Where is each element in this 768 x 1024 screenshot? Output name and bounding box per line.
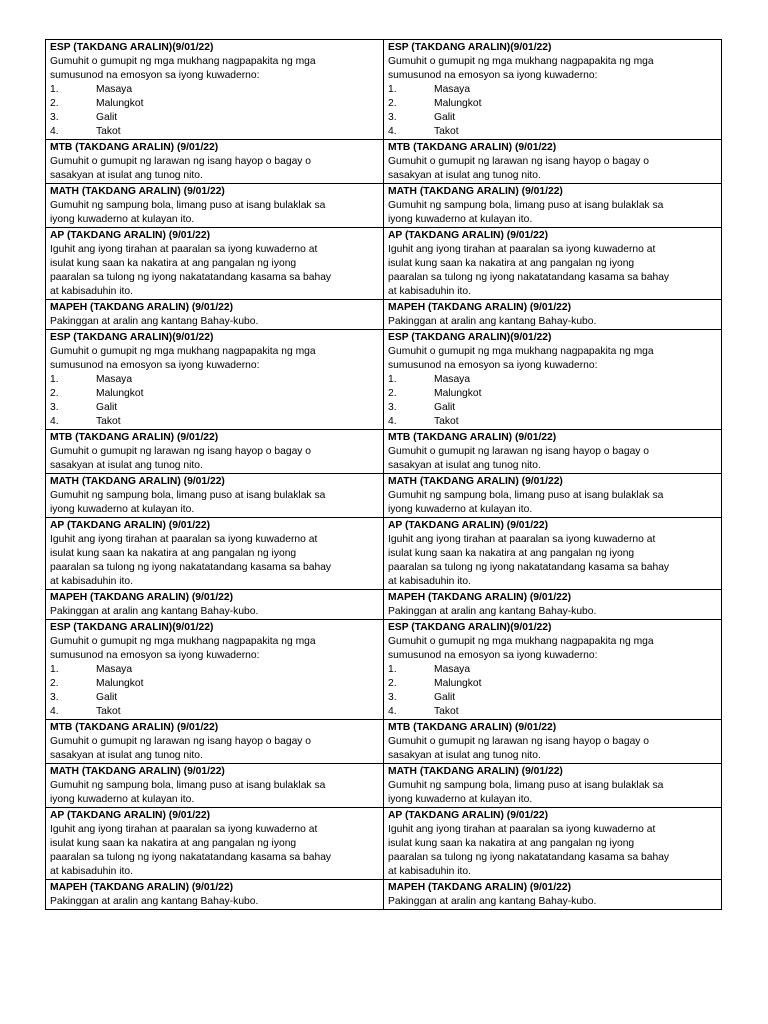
slip-title: ESP (TAKDANG ARALIN)(9/01/22) [50, 622, 214, 633]
list-item-number: 2. [388, 678, 397, 689]
slip-title: AP (TAKDANG ARALIN) (9/01/22) [388, 520, 548, 531]
slip-instruction-line: Gumuhit o gumupit ng larawan ng isang hayop o bagay o [388, 156, 650, 167]
homework-slip-esp [46, 40, 384, 140]
list-item-number: 4. [388, 706, 397, 717]
slip-instruction-line: sumusunod na emosyon sa iyong kuwaderno: [50, 70, 260, 81]
homework-sheet-table [45, 39, 722, 910]
list-item-text: Malungkot [96, 98, 144, 109]
slip-instruction-line: isulat kung saan ka nakatira at ang pangalan ng iyong [388, 258, 635, 269]
slip-instruction-line: Iguhit ang iyong tirahan at paaralan sa iyong kuwaderno at [50, 534, 318, 545]
slip-instruction-line: iyong kuwaderno at kulayan ito. [388, 504, 533, 515]
homework-slip-ap [46, 808, 384, 880]
list-item-text: Galit [434, 402, 456, 413]
homework-row-ap [46, 518, 722, 590]
slip-title: ESP (TAKDANG ARALIN)(9/01/22) [50, 332, 214, 343]
slip-instruction-line: Gumuhit ng sampung bola, limang puso at isang bulaklak sa [50, 490, 326, 501]
slip-instruction-line: paaralan sa tulong ng iyong nakatatandang kasama sa bahay [388, 852, 670, 863]
emotion-list-item [50, 387, 378, 401]
homework-row-math [46, 474, 722, 518]
emotion-list-item [388, 677, 716, 691]
slip-instruction-line: sumusunod na emosyon sa iyong kuwaderno: [388, 70, 598, 81]
homework-slip-math [46, 184, 384, 228]
list-item-text: Galit [434, 112, 456, 123]
emotion-list-item [388, 373, 716, 387]
slip-instruction-line: Gumuhit o gumupit ng larawan ng isang hayop o bagay o [50, 156, 312, 167]
slip-title: MTB (TAKDANG ARALIN) (9/01/22) [50, 142, 219, 153]
list-item-number: 2. [388, 98, 397, 109]
homework-slip-math [384, 764, 722, 808]
list-item-text: Masaya [96, 374, 133, 385]
slip-title: MATH (TAKDANG ARALIN) (9/01/22) [388, 766, 563, 777]
homework-row-ap [46, 808, 722, 880]
list-item-text: Galit [96, 402, 118, 413]
list-item-text: Galit [434, 692, 456, 703]
emotion-list-item [50, 691, 378, 705]
slip-instruction-line: Pakinggan at aralin ang kantang Bahay-kubo. [50, 316, 259, 327]
slip-instruction-line: Iguhit ang iyong tirahan at paaralan sa iyong kuwaderno at [50, 824, 318, 835]
list-item-number: 1. [50, 374, 59, 385]
list-item-text: Galit [96, 112, 118, 123]
emotion-list-item [50, 677, 378, 691]
homework-row-mapeh [46, 300, 722, 330]
slip-title: MATH (TAKDANG ARALIN) (9/01/22) [50, 476, 225, 487]
homework-row-esp [46, 620, 722, 720]
emotion-list-item [50, 125, 378, 139]
slip-instruction-line: iyong kuwaderno at kulayan ito. [50, 794, 195, 805]
homework-row-math [46, 764, 722, 808]
homework-slip-esp [46, 620, 384, 720]
slip-instruction-line: paaralan sa tulong ng iyong nakatatandang kasama sa bahay [50, 272, 332, 283]
slip-instruction-line: sasakyan at isulat ang tunog nito. [388, 750, 541, 761]
list-item-text: Takot [434, 126, 459, 137]
list-item-number: 1. [388, 84, 397, 95]
homework-slip-mapeh [46, 300, 384, 330]
homework-row-math [46, 184, 722, 228]
list-item-number: 4. [50, 416, 59, 427]
homework-row-mtb [46, 720, 722, 764]
homework-slip-math [46, 474, 384, 518]
slip-instruction-line: Pakinggan at aralin ang kantang Bahay-kubo. [388, 606, 597, 617]
homework-slip-esp [384, 330, 722, 430]
emotion-list-item [388, 125, 716, 139]
emotion-list-item [50, 663, 378, 677]
homework-slip-math [46, 764, 384, 808]
emotion-list-item [388, 111, 716, 125]
slip-instruction-line: paaralan sa tulong ng iyong nakatatandang kasama sa bahay [50, 562, 332, 573]
slip-title: ESP (TAKDANG ARALIN)(9/01/22) [388, 332, 552, 343]
slip-instruction-line: iyong kuwaderno at kulayan ito. [388, 794, 533, 805]
slip-instruction-line: paaralan sa tulong ng iyong nakatatandang kasama sa bahay [388, 562, 670, 573]
homework-row-esp [46, 40, 722, 140]
slip-instruction-line: Gumuhit ng sampung bola, limang puso at isang bulaklak sa [388, 200, 664, 211]
list-item-number: 2. [50, 678, 59, 689]
homework-slip-mapeh [46, 880, 384, 910]
slip-instruction-line: Iguhit ang iyong tirahan at paaralan sa iyong kuwaderno at [388, 824, 656, 835]
list-item-text: Masaya [96, 664, 133, 675]
list-item-number: 2. [388, 388, 397, 399]
homework-slip-mtb [46, 140, 384, 184]
homework-slip-math [384, 474, 722, 518]
homework-slip-math [384, 184, 722, 228]
homework-slip-esp [384, 620, 722, 720]
slip-instruction-line: Iguhit ang iyong tirahan at paaralan sa iyong kuwaderno at [388, 244, 656, 255]
slip-title: ESP (TAKDANG ARALIN)(9/01/22) [388, 622, 552, 633]
homework-row-mapeh [46, 590, 722, 620]
slip-title: MAPEH (TAKDANG ARALIN) (9/01/22) [50, 882, 234, 893]
slip-instruction-line: Gumuhit o gumupit ng larawan ng isang hayop o bagay o [388, 736, 650, 747]
list-item-text: Takot [96, 706, 121, 717]
slip-instruction-line: at kabisaduhin ito. [50, 286, 134, 297]
slip-instruction-line: Gumuhit o gumupit ng mga mukhang nagpapakita ng mga [388, 346, 654, 357]
emotion-list-item [388, 663, 716, 677]
slip-title: MTB (TAKDANG ARALIN) (9/01/22) [50, 432, 219, 443]
slip-instruction-line: sumusunod na emosyon sa iyong kuwaderno: [50, 650, 260, 661]
slip-instruction-line: at kabisaduhin ito. [388, 576, 472, 587]
list-item-text: Malungkot [96, 388, 144, 399]
list-item-text: Masaya [434, 664, 471, 675]
emotion-list-item [50, 373, 378, 387]
slip-instruction-line: sasakyan at isulat ang tunog nito. [50, 170, 203, 181]
slip-instruction-line: Gumuhit o gumupit ng mga mukhang nagpapakita ng mga [388, 636, 654, 647]
slip-instruction-line: Gumuhit o gumupit ng larawan ng isang hayop o bagay o [388, 446, 650, 457]
emotion-list-item [50, 83, 378, 97]
homework-row-mtb [46, 430, 722, 474]
emotion-list-item [388, 401, 716, 415]
emotion-list-item [388, 97, 716, 111]
list-item-text: Masaya [434, 84, 471, 95]
slip-instruction-line: isulat kung saan ka nakatira at ang pangalan ng iyong [50, 548, 297, 559]
homework-slip-mapeh [384, 300, 722, 330]
slip-title: MATH (TAKDANG ARALIN) (9/01/22) [50, 186, 225, 197]
list-item-text: Malungkot [434, 678, 482, 689]
slip-title: AP (TAKDANG ARALIN) (9/01/22) [50, 520, 210, 531]
slip-instruction-line: isulat kung saan ka nakatira at ang pangalan ng iyong [388, 838, 635, 849]
slip-instruction-line: sasakyan at isulat ang tunog nito. [50, 460, 203, 471]
slip-instruction-line: Pakinggan at aralin ang kantang Bahay-kubo. [50, 896, 259, 907]
slip-instruction-line: iyong kuwaderno at kulayan ito. [50, 214, 195, 225]
slip-instruction-line: Pakinggan at aralin ang kantang Bahay-kubo. [388, 316, 597, 327]
homework-sheet-body [46, 40, 722, 910]
list-item-number: 3. [388, 402, 397, 413]
homework-row-mapeh [46, 880, 722, 910]
emotion-list-item [388, 83, 716, 97]
emotion-list-item [388, 387, 716, 401]
emotion-list-item [50, 97, 378, 111]
slip-title: MATH (TAKDANG ARALIN) (9/01/22) [388, 186, 563, 197]
list-item-number: 1. [388, 374, 397, 385]
homework-slip-mapeh [384, 590, 722, 620]
list-item-text: Takot [434, 706, 459, 717]
list-item-number: 3. [50, 402, 59, 413]
slip-instruction-line: isulat kung saan ka nakatira at ang pangalan ng iyong [50, 838, 297, 849]
list-item-number: 4. [50, 126, 59, 137]
homework-slip-mapeh [384, 880, 722, 910]
slip-instruction-line: Gumuhit ng sampung bola, limang puso at isang bulaklak sa [388, 490, 664, 501]
homework-slip-mtb [384, 720, 722, 764]
list-item-text: Malungkot [434, 388, 482, 399]
slip-title: AP (TAKDANG ARALIN) (9/01/22) [50, 230, 210, 241]
emotion-list-item [50, 705, 378, 719]
homework-slip-ap [384, 518, 722, 590]
list-item-number: 2. [50, 388, 59, 399]
slip-instruction-line: Gumuhit ng sampung bola, limang puso at isang bulaklak sa [388, 780, 664, 791]
emotion-list-item [388, 705, 716, 719]
slip-title: ESP (TAKDANG ARALIN)(9/01/22) [50, 42, 214, 53]
slip-instruction-line: Gumuhit o gumupit ng larawan ng isang hayop o bagay o [50, 446, 312, 457]
list-item-number: 3. [388, 692, 397, 703]
list-item-number: 3. [50, 692, 59, 703]
slip-instruction-line: at kabisaduhin ito. [388, 866, 472, 877]
slip-title: MTB (TAKDANG ARALIN) (9/01/22) [50, 722, 219, 733]
homework-slip-ap [384, 228, 722, 300]
list-item-text: Malungkot [96, 678, 144, 689]
slip-instruction-line: sasakyan at isulat ang tunog nito. [388, 170, 541, 181]
list-item-text: Takot [434, 416, 459, 427]
homework-slip-esp [46, 330, 384, 430]
slip-title: MAPEH (TAKDANG ARALIN) (9/01/22) [388, 882, 572, 893]
slip-instruction-line: Iguhit ang iyong tirahan at paaralan sa iyong kuwaderno at [50, 244, 318, 255]
list-item-number: 3. [388, 112, 397, 123]
slip-title: MAPEH (TAKDANG ARALIN) (9/01/22) [50, 302, 234, 313]
list-item-number: 4. [388, 416, 397, 427]
list-item-number: 1. [50, 84, 59, 95]
slip-title: MAPEH (TAKDANG ARALIN) (9/01/22) [388, 592, 572, 603]
slip-title: MTB (TAKDANG ARALIN) (9/01/22) [388, 142, 557, 153]
list-item-number: 4. [388, 126, 397, 137]
list-item-number: 3. [50, 112, 59, 123]
slip-instruction-line: Gumuhit o gumupit ng mga mukhang nagpapakita ng mga [388, 56, 654, 67]
homework-slip-ap [46, 518, 384, 590]
slip-instruction-line: at kabisaduhin ito. [50, 866, 134, 877]
homework-row-ap [46, 228, 722, 300]
list-item-text: Takot [96, 126, 121, 137]
emotion-list-item [50, 415, 378, 429]
slip-instruction-line: isulat kung saan ka nakatira at ang pangalan ng iyong [388, 548, 635, 559]
slip-instruction-line: isulat kung saan ka nakatira at ang pangalan ng iyong [50, 258, 297, 269]
homework-slip-mtb [46, 720, 384, 764]
slip-instruction-line: Iguhit ang iyong tirahan at paaralan sa iyong kuwaderno at [388, 534, 656, 545]
slip-instruction-line: Gumuhit ng sampung bola, limang puso at isang bulaklak sa [50, 200, 326, 211]
list-item-text: Masaya [96, 84, 133, 95]
slip-instruction-line: Pakinggan at aralin ang kantang Bahay-kubo. [50, 606, 259, 617]
slip-title: MATH (TAKDANG ARALIN) (9/01/22) [388, 476, 563, 487]
slip-instruction-line: at kabisaduhin ito. [50, 576, 134, 587]
slip-title: AP (TAKDANG ARALIN) (9/01/22) [388, 230, 548, 241]
emotion-list-item [388, 415, 716, 429]
slip-instruction-line: Gumuhit o gumupit ng mga mukhang nagpapakita ng mga [50, 56, 316, 67]
slip-instruction-line: sumusunod na emosyon sa iyong kuwaderno: [388, 650, 598, 661]
list-item-text: Galit [96, 692, 118, 703]
emotion-list-item [388, 691, 716, 705]
homework-slip-mtb [46, 430, 384, 474]
slip-title: MAPEH (TAKDANG ARALIN) (9/01/22) [50, 592, 234, 603]
homework-slip-mtb [384, 430, 722, 474]
slip-title: ESP (TAKDANG ARALIN)(9/01/22) [388, 42, 552, 53]
slip-instruction-line: sasakyan at isulat ang tunog nito. [388, 460, 541, 471]
slip-instruction-line: Gumuhit o gumupit ng mga mukhang nagpapakita ng mga [50, 346, 316, 357]
list-item-number: 2. [50, 98, 59, 109]
emotion-list-item [50, 401, 378, 415]
list-item-text: Takot [96, 416, 121, 427]
slip-instruction-line: Gumuhit o gumupit ng mga mukhang nagpapakita ng mga [50, 636, 316, 647]
slip-title: MTB (TAKDANG ARALIN) (9/01/22) [388, 432, 557, 443]
homework-slip-esp [384, 40, 722, 140]
list-item-number: 4. [50, 706, 59, 717]
slip-instruction-line: paaralan sa tulong ng iyong nakatatandang kasama sa bahay [388, 272, 670, 283]
slip-instruction-line: sasakyan at isulat ang tunog nito. [50, 750, 203, 761]
slip-instruction-line: iyong kuwaderno at kulayan ito. [388, 214, 533, 225]
slip-title: MTB (TAKDANG ARALIN) (9/01/22) [388, 722, 557, 733]
homework-slip-mapeh [46, 590, 384, 620]
homework-slip-ap [46, 228, 384, 300]
slip-instruction-line: sumusunod na emosyon sa iyong kuwaderno: [50, 360, 260, 371]
slip-title: MAPEH (TAKDANG ARALIN) (9/01/22) [388, 302, 572, 313]
slip-instruction-line: at kabisaduhin ito. [388, 286, 472, 297]
homework-slip-mtb [384, 140, 722, 184]
slip-instruction-line: iyong kuwaderno at kulayan ito. [50, 504, 195, 515]
slip-instruction-line: Pakinggan at aralin ang kantang Bahay-kubo. [388, 896, 597, 907]
list-item-number: 1. [388, 664, 397, 675]
slip-instruction-line: paaralan sa tulong ng iyong nakatatandang kasama sa bahay [50, 852, 332, 863]
homework-row-mtb [46, 140, 722, 184]
slip-title: AP (TAKDANG ARALIN) (9/01/22) [388, 810, 548, 821]
homework-slip-ap [384, 808, 722, 880]
emotion-list-item [50, 111, 378, 125]
list-item-text: Malungkot [434, 98, 482, 109]
slip-instruction-line: sumusunod na emosyon sa iyong kuwaderno: [388, 360, 598, 371]
homework-row-esp [46, 330, 722, 430]
slip-title: MATH (TAKDANG ARALIN) (9/01/22) [50, 766, 225, 777]
slip-instruction-line: Gumuhit o gumupit ng larawan ng isang hayop o bagay o [50, 736, 312, 747]
slip-instruction-line: Gumuhit ng sampung bola, limang puso at isang bulaklak sa [50, 780, 326, 791]
slip-title: AP (TAKDANG ARALIN) (9/01/22) [50, 810, 210, 821]
list-item-number: 1. [50, 664, 59, 675]
list-item-text: Masaya [434, 374, 471, 385]
